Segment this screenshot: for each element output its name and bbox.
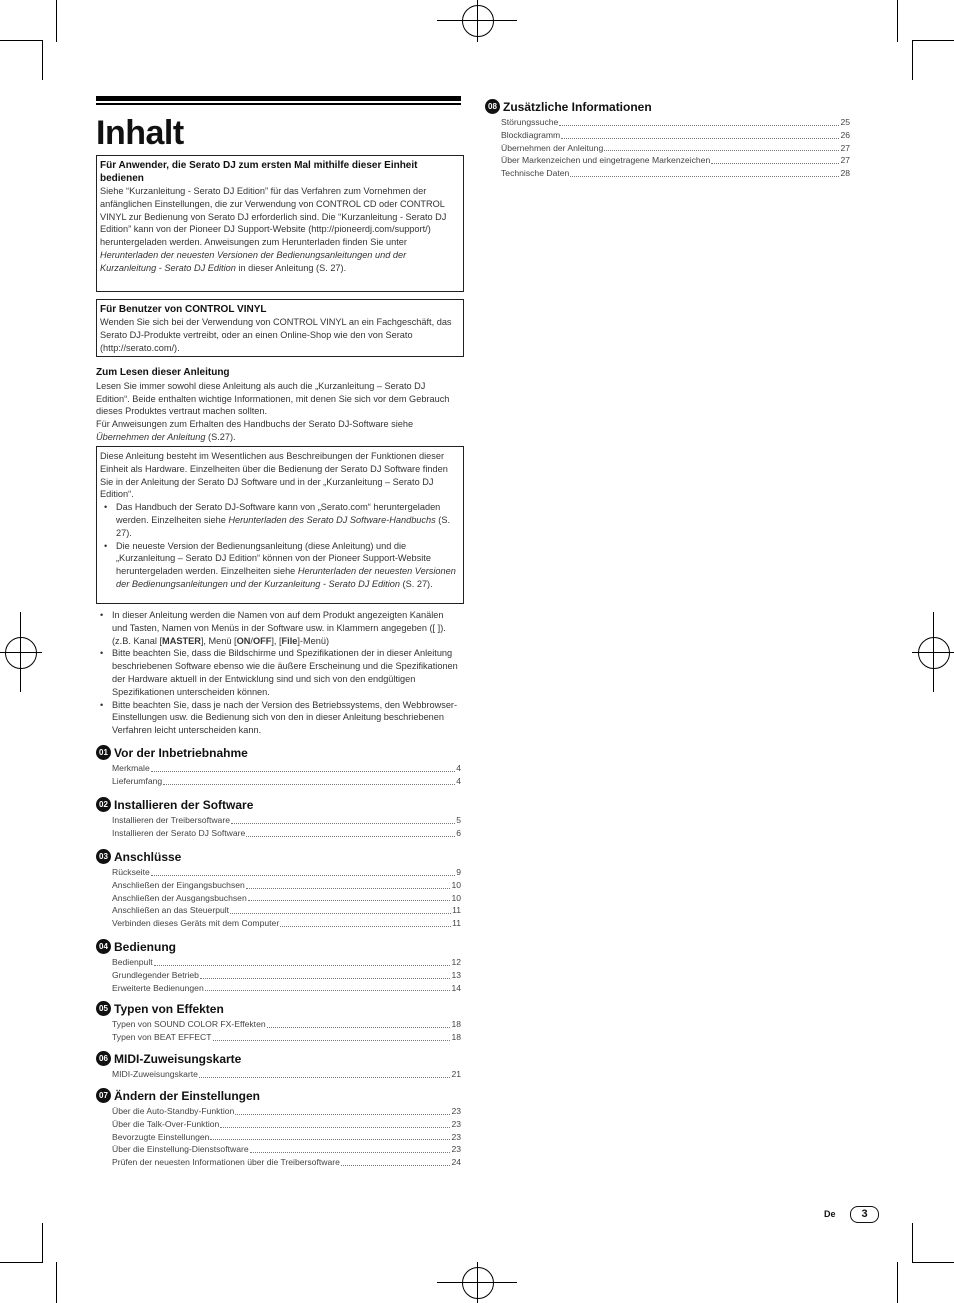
language-label: De bbox=[824, 1209, 836, 1219]
toc-entry[interactable]: Blockdiagramm 26 bbox=[501, 129, 850, 140]
toc-entry[interactable]: Anschließen an das Steuerpult 11 bbox=[112, 905, 461, 916]
page-number: 3 bbox=[850, 1206, 879, 1223]
control-vinyl-box bbox=[96, 299, 464, 357]
toc-entry[interactable]: Übernehmen der Anleitung 27 bbox=[501, 142, 850, 153]
toc-entry[interactable]: Installieren der Serato DJ Software 6 bbox=[112, 827, 461, 838]
toc-entry[interactable]: Verbinden dieses Geräts mit dem Computer 11 bbox=[112, 918, 461, 929]
toc-entry[interactable]: Anschließen der Ausgangsbuchsen 10 bbox=[112, 892, 461, 903]
toc-entry[interactable]: Über die Talk-Over-Funktion 23 bbox=[112, 1118, 461, 1129]
note-1: • In dieser Anleitung werden die Namen von auf dem Produkt angezeigten Kanälen und Tasten, Namen von Menüs in der Software usw. in Klammern angegeben ([ ]). (z.B. Kanal [MASTER], Menü [ON/OFF], [File]-Menü) bbox=[100, 610, 446, 646]
toc-entry[interactable]: Störungssuche 25 bbox=[501, 117, 850, 127]
toc-entry[interactable]: Technische Daten 28 bbox=[501, 168, 850, 179]
toc-entry[interactable]: Merkmale 4 bbox=[112, 763, 461, 773]
section-number-badge: 07 bbox=[96, 1088, 111, 1103]
page-title: Inhalt bbox=[96, 114, 184, 152]
toc-entry[interactable]: Bevorzugte Einstellungen 23 bbox=[112, 1131, 461, 1142]
first-time-users-text: Siehe “Kurzanleitung - Serato DJ Edition” für das Verfahren zum Vornehmen der anfänglichen Einstellungen, die zur Verwendung von CONTROL CD oder CONTROL VINYL zur Bedienung von Serato DJ erforderlich sind. Die “Kurzanleitung - Serato DJ Edition” kann von der Pioneer DJ Support-Website (http://pioneerdj.com/support/) heruntergeladen werden. Anweisungen zum Herunterladen finden Sie unter Herunterladen der neuesten Versionen der Bedienungsanleitungen und der Kurzanleitung - Serato DJ Edition in dieser Anleitung (S. 27). bbox=[100, 186, 447, 273]
section-number-badge: 03 bbox=[96, 849, 111, 864]
toc-entry[interactable]: Anschließen der Eingangsbuchsen 10 bbox=[112, 879, 461, 890]
toc-entry[interactable]: Grundlegender Betrieb 13 bbox=[112, 969, 461, 980]
notes-list bbox=[96, 609, 461, 737]
section-number-badge: 01 bbox=[96, 745, 111, 760]
toc-section-title[interactable]: Ändern der Einstellungen bbox=[114, 1089, 261, 1103]
reading-text-b: Für Anweisungen zum Erhalten des Handbuchs der Serato DJ-Software siehe Übernehmen der Anleitung (S.27). bbox=[96, 419, 414, 442]
toc-section-title[interactable]: MIDI-Zuweisungskarte bbox=[114, 1052, 242, 1066]
toc-section-title[interactable]: Zusätzliche Informationen bbox=[503, 100, 652, 114]
manual-bullet-1: • Das Handbuch der Serato DJ-Software kann von „Serato.com“ heruntergeladen werden. Einzelheiten siehe Herunterladen des Serato DJ Software-Handbuchs (S. 27). bbox=[104, 502, 451, 538]
toc-entry[interactable]: Installieren der Treibersoftware 5 bbox=[112, 815, 461, 825]
section-number-badge: 04 bbox=[96, 939, 111, 954]
manual-contents-box bbox=[96, 446, 464, 604]
section-number-badge: 06 bbox=[96, 1051, 111, 1066]
toc-entry[interactable]: MIDI-Zuweisungskarte 21 bbox=[112, 1069, 461, 1079]
toc-entry[interactable]: Erweiterte Bedienungen 14 bbox=[112, 982, 461, 993]
toc-section-title[interactable]: Anschlüsse bbox=[114, 850, 182, 864]
control-vinyl-heading: Für Benutzer von CONTROL VINYL bbox=[100, 304, 267, 315]
first-time-users-heading: Für Anwender, die Serato DJ zum ersten Mal mithilfe dieser Einheit bedienen bbox=[100, 160, 418, 184]
toc-entry[interactable]: Typen von SOUND COLOR FX-Effekten 18 bbox=[112, 1019, 461, 1029]
first-time-users-box bbox=[96, 155, 464, 292]
toc-entry[interactable]: Über Markenzeichen und eingetragene Markenzeichen 27 bbox=[501, 155, 850, 166]
section-number-badge: 08 bbox=[485, 99, 500, 114]
toc-entry[interactable]: Bedienpult 12 bbox=[112, 957, 461, 967]
note-2: • Bitte beachten Sie, dass die Bildschirme und Spezifikationen der in dieser Anleitung beschriebenen Software ebenso wie die äußere Erscheinung und die Spezifikationen der Hardware aktuell in der Entwicklung sind und sich von den endgültigen Spezifikationen unterscheiden können. bbox=[100, 648, 458, 697]
toc-entry[interactable]: Über die Einstellung-Dienstsoftware 23 bbox=[112, 1144, 461, 1155]
toc-entry[interactable]: Prüfen der neuesten Informationen über die Treibersoftware 24 bbox=[112, 1157, 461, 1168]
control-vinyl-text: Wenden Sie sich bei der Verwendung von CONTROL VINYL an ein Fachgeschäft, das Serato DJ-Produkte vertreibt, oder an einen Online-Shop wie den von Serato (http://serato.com/). bbox=[100, 317, 452, 353]
toc-section-title[interactable]: Installieren der Software bbox=[114, 798, 254, 812]
note-3: • Bitte beachten Sie, dass je nach der Version des Betriebssystems, den Webbrowser-Einstellungen usw. die Bedienung sich von den in dieser Anleitung beschriebenen Verfahren leicht unterscheiden kann. bbox=[100, 699, 458, 736]
reading-text-a: Lesen Sie immer sowohl diese Anleitung als auch die „Kurzanleitung – Serato DJ Edition“. Beide enthalten wichtige Informationen, mit denen Sie sich vor dem Gebrauch dieses Produktes vertraut machen sollten. bbox=[96, 380, 450, 417]
toc-entry[interactable]: Über die Auto-Standby-Funktion 23 bbox=[112, 1106, 461, 1116]
toc-section-title[interactable]: Bedienung bbox=[114, 940, 176, 954]
manual-contents-intro: Diese Anleitung besteht im Wesentlichen aus Beschreibungen der Funktionen dieser Einheit als Hardware. Einzelheiten über die Bedienung der Serato DJ Software finden Sie in der Anleitung der Serato DJ Software und in der „Kurzanleitung – Serato DJ Edition“. bbox=[100, 451, 448, 500]
section-number-badge: 02 bbox=[96, 797, 111, 812]
reading-section bbox=[96, 367, 458, 444]
manual-bullet-2: • Die neueste Version der Bedienungsanleitung (diese Anleitung) und die „Kurzanleitung – Serato DJ Edition“ können von der Pioneer Support-Website heruntergeladen werden. Einzelheiten siehe Herunterladen der neuesten Versionen der Bedienungsanleitungen und der Kurzanleitung - Serato DJ Edition (S. 27). bbox=[104, 540, 456, 589]
title-rules bbox=[96, 96, 461, 105]
section-number-badge: 05 bbox=[96, 1001, 111, 1016]
toc-entry[interactable]: Typen von BEAT EFFECT 18 bbox=[112, 1031, 461, 1042]
reading-heading: Zum Lesen dieser Anleitung bbox=[96, 367, 230, 378]
toc-entry[interactable]: Rückseite 9 bbox=[112, 867, 461, 877]
toc-entry[interactable]: Lieferumfang 4 bbox=[112, 775, 461, 786]
toc-section-title[interactable]: Typen von Effekten bbox=[114, 1002, 224, 1016]
toc-section-title[interactable]: Vor der Inbetriebnahme bbox=[114, 746, 248, 760]
